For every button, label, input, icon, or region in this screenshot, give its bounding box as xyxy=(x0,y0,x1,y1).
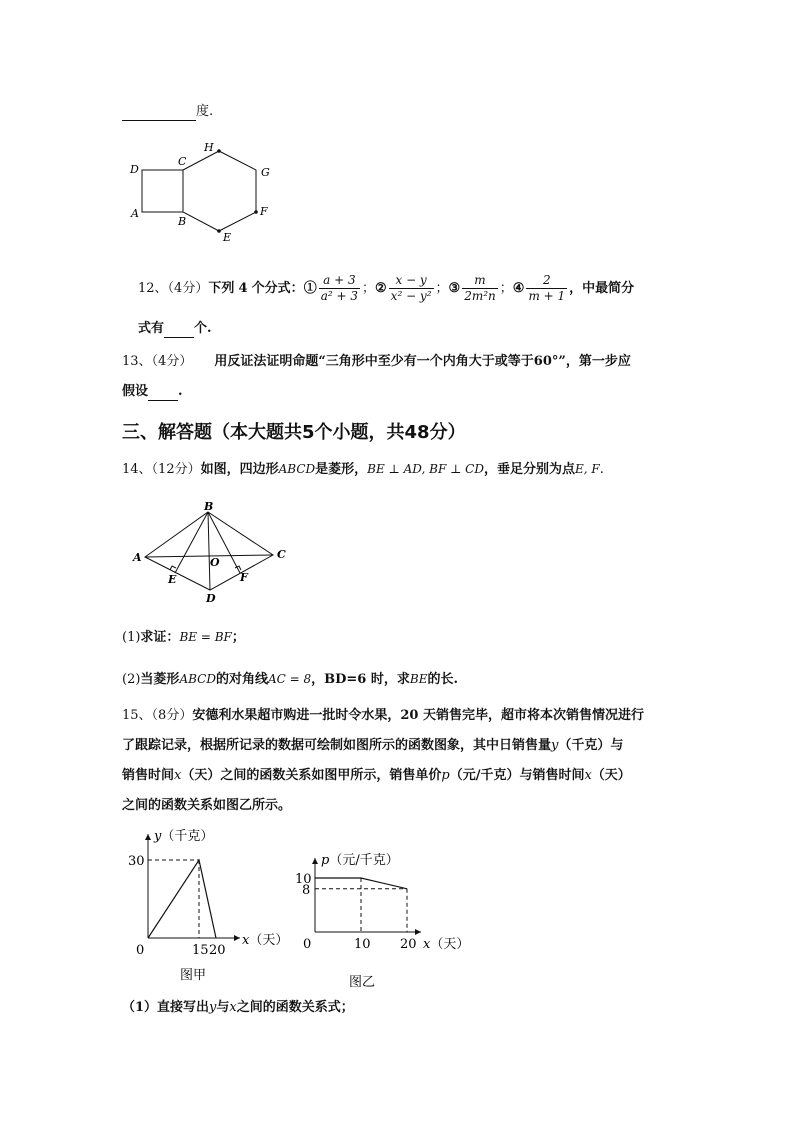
hexagon-edges xyxy=(183,151,256,231)
chart-yi xyxy=(285,846,475,996)
hex-label-F: F xyxy=(260,205,268,218)
x-tick-label: 0 xyxy=(136,943,145,958)
chart-jia xyxy=(120,824,290,992)
diagonal-bd xyxy=(208,512,210,590)
segment-be xyxy=(175,512,208,573)
q14-part1: (1)求证：BE = BF； xyxy=(122,630,245,645)
square-hexagon-figure xyxy=(120,136,290,248)
x-tick-label: 20 xyxy=(400,937,417,952)
hex-label-G: G xyxy=(261,166,270,179)
q15-part1: （1）直接写出y与x之间的函数关系式； xyxy=(122,1000,354,1015)
x-tick-label: 15 xyxy=(192,943,209,958)
chart-caption: 图乙 xyxy=(349,975,376,990)
fraction-3: $\frac{m}{\text{2m²n}}$ xyxy=(464,273,496,303)
rh-label-C: C xyxy=(277,548,286,561)
chart-caption: 图甲 xyxy=(180,968,207,983)
rh-label-F: F xyxy=(240,571,248,584)
y-axis-arrow xyxy=(145,834,151,840)
series-line xyxy=(148,860,216,938)
q15-line4: 之间的函数关系如图乙所示。 xyxy=(122,798,292,813)
rh-label-O: O xyxy=(210,556,220,569)
fraction-1: $\frac{a + 3}{\text{a² + 3}}$ xyxy=(320,273,358,303)
q13-line1: 13、（4分） 用反证法证明命题“三角形中至少有一个内角大于或等于60°”，第一步应 xyxy=(122,354,631,369)
q13-line2: 假设 . xyxy=(122,384,183,399)
x-axis-arrow xyxy=(234,935,240,941)
rh-label-E: E xyxy=(168,573,177,586)
answer-blank[interactable] xyxy=(164,323,194,338)
q15-line2: 了跟踪记录，根据所记录的数据可绘制如图所示的函数图象，其中日销售量y（千克）与 xyxy=(122,738,624,753)
rhombus-figure xyxy=(128,500,298,608)
x-axis-label: x（天） xyxy=(423,937,470,952)
fraction-4: $\frac{2}{m + 1}$ xyxy=(528,273,566,303)
hex-label-H: H xyxy=(204,141,214,154)
y-tick-label: 8 xyxy=(302,882,311,898)
y-axis-arrow xyxy=(312,858,318,864)
q11-line xyxy=(122,103,213,121)
rh-label-A: A xyxy=(133,551,142,564)
q15-line3: 销售时间x（天）之间的函数关系如图甲所示，销售单价p（元/千克）与销售时间x（天） xyxy=(122,768,631,783)
y-tick-label: 10 xyxy=(295,872,312,887)
right-angle-e xyxy=(170,566,176,570)
q12-line2: 式有 个. xyxy=(138,321,212,336)
q14-stem: 14、（12分）如图，四边形ABCD是菱形，BE ⊥ AD, BF ⊥ CD，垂足分别为点E, F. xyxy=(122,462,604,477)
y-tick-label: 30 xyxy=(128,854,145,869)
x-tick-label: 0 xyxy=(303,937,312,952)
hex-label-C: C xyxy=(178,155,187,168)
square-edges xyxy=(142,170,183,212)
hex-label-E: E xyxy=(223,231,232,244)
x-axis-arrow xyxy=(415,929,421,935)
answer-blank[interactable] xyxy=(122,106,196,121)
q15-line1: 15、（8分）安德利水果超市购进一批时令水果，20 天销售完毕，超市将本次销售情况进行 xyxy=(122,708,644,723)
x-axis-label: x（天） xyxy=(242,933,289,948)
answer-blank[interactable] xyxy=(148,386,178,401)
rh-label-D: D xyxy=(206,592,216,605)
q14-part2: (2)当菱形ABCD的对角线AC = 8，BD=6 时，求BE的长. xyxy=(122,672,458,687)
hex-label-A: A xyxy=(131,207,139,220)
x-tick-label: 10 xyxy=(354,937,371,952)
q11-tail: 度. xyxy=(196,104,214,119)
x-tick-label: 20 xyxy=(209,943,226,958)
hex-label-D: D xyxy=(130,163,139,176)
hex-label-B: B xyxy=(178,215,187,228)
y-axis-label: p（元/千克） xyxy=(321,853,399,868)
q12-line1: 12、（4分）下列 4 个分式：① $\frac{a + 3}{\text{a² + 3}}$ ；② $\frac{x - y}{\text{x² − y²}}$ ；③ $\frac{m}{\text{2m²n}}$ ；④ $\frac{2}{m + 1}$ ，中最简分 xyxy=(138,273,635,303)
fraction-2: $\frac{x - y}{\text{x² − y²}}$ xyxy=(390,273,432,303)
y-axis-label: y（千克） xyxy=(154,829,214,844)
rh-label-B: B xyxy=(204,500,214,513)
section-heading: 三、解答题（本大题共5个小题，共48分） xyxy=(122,422,466,443)
